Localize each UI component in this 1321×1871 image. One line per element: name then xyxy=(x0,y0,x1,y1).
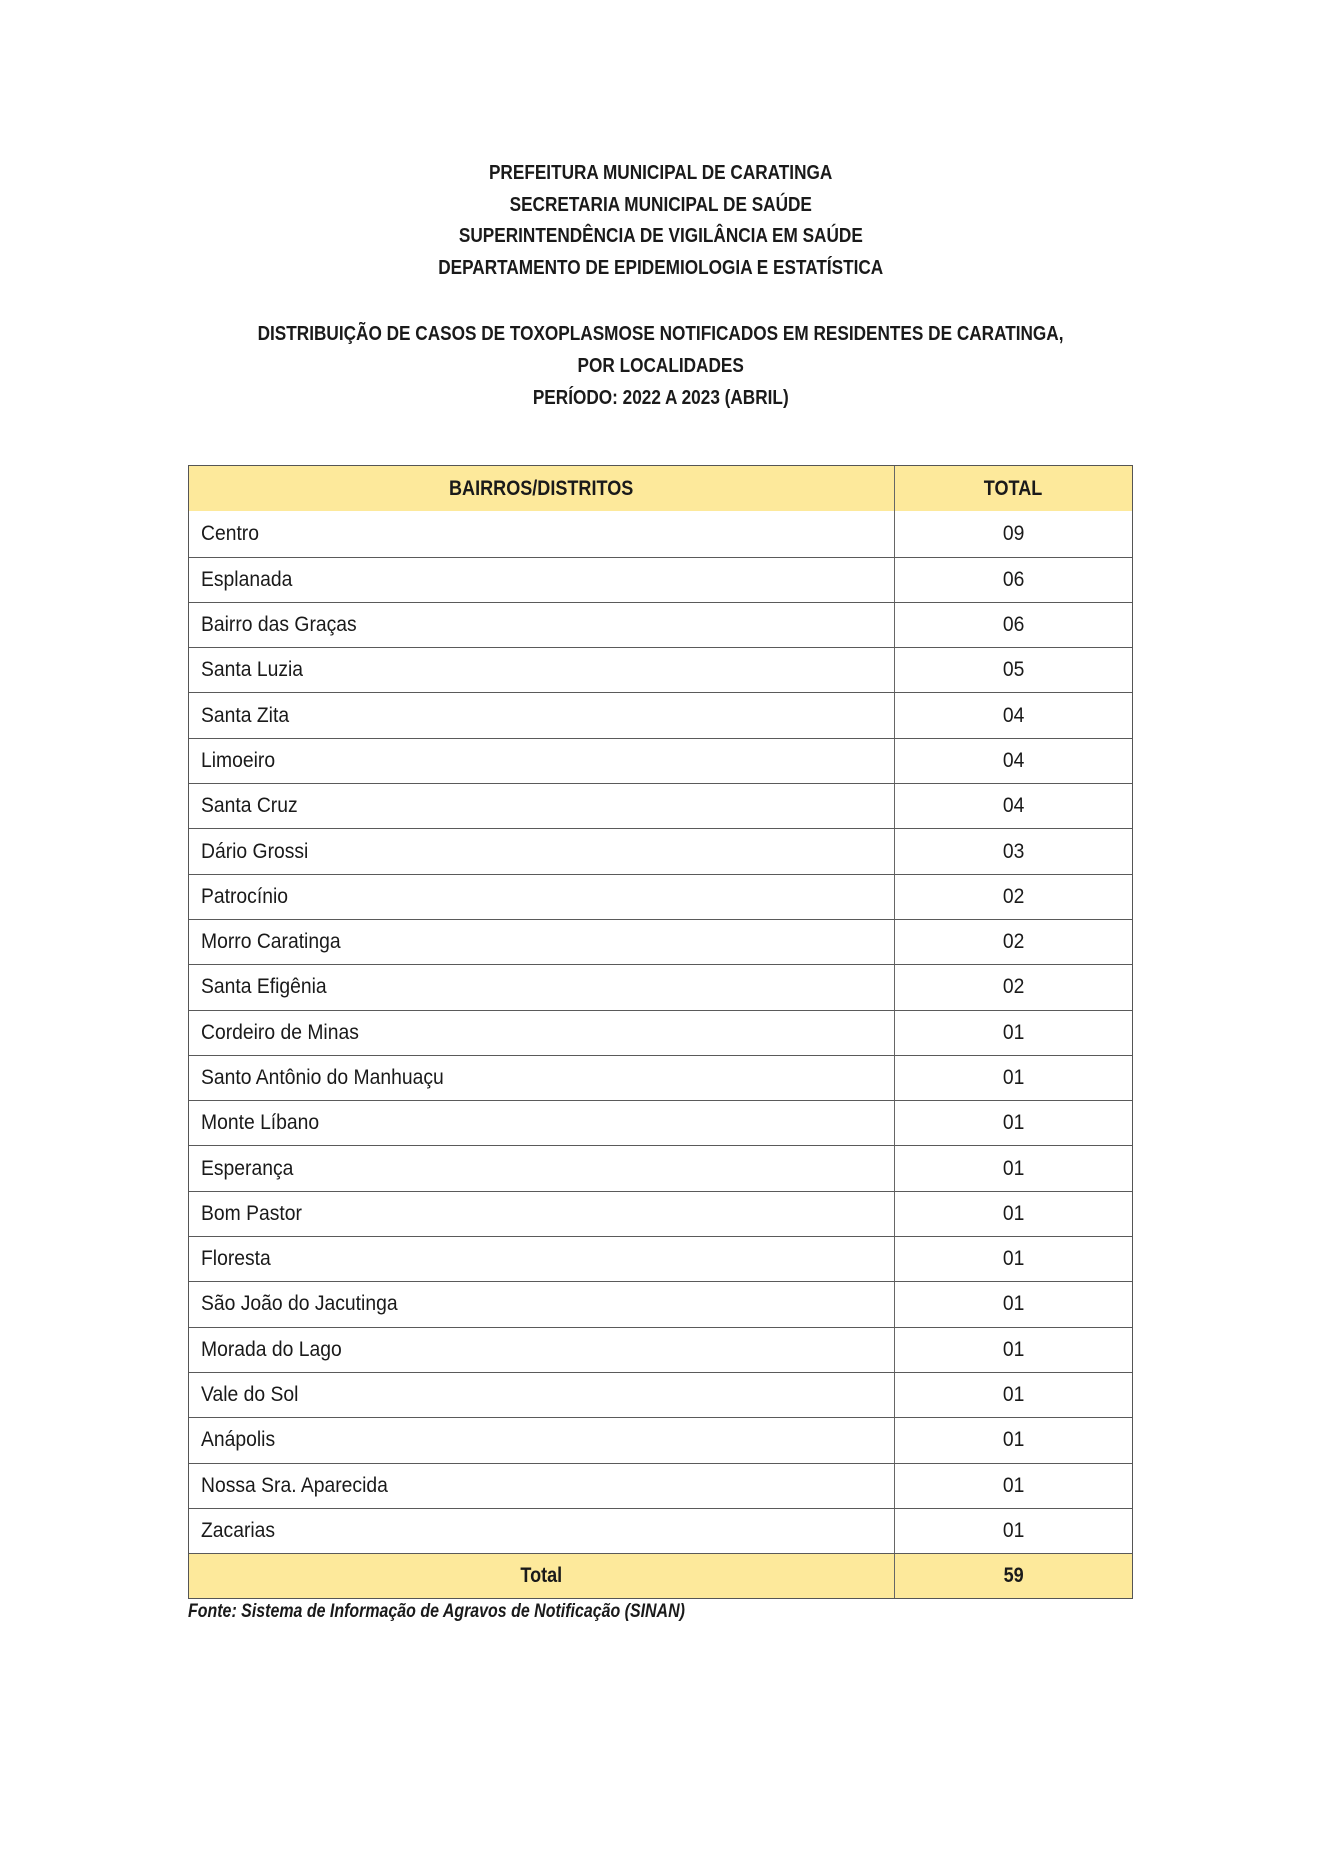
row-total-cell: 01 xyxy=(1002,1383,1025,1407)
table-total-row xyxy=(189,1553,1132,1598)
total-label: Total xyxy=(189,1554,895,1598)
row-name-cell: Santo Antônio do Manhuaçu xyxy=(189,1056,895,1100)
row-total-cell: 02 xyxy=(1002,930,1025,954)
table-row xyxy=(189,964,1132,1009)
row-name-cell: Santa Luzia xyxy=(189,648,895,692)
row-total-cell: 01 xyxy=(1002,1473,1025,1497)
header-line-superintendencia: SUPERINTENDÊNCIA DE VIGILÂNCIA EM SAÚDE xyxy=(458,225,863,247)
row-name-cell: Bairro das Graças xyxy=(189,603,895,647)
row-total-cell: 01 xyxy=(1002,1337,1025,1361)
table-row xyxy=(189,557,1132,602)
row-total-cell: 03 xyxy=(1002,839,1025,863)
row-name-cell: Santa Efigênia xyxy=(189,965,895,1009)
table-row xyxy=(189,919,1132,964)
row-total-cell: 06 xyxy=(1002,613,1025,637)
row-total-cell: 01 xyxy=(1002,1066,1025,1089)
table-row xyxy=(189,874,1132,919)
row-name-cell: Bom Pastor xyxy=(189,1192,895,1236)
table-row xyxy=(189,1055,1132,1100)
table-row xyxy=(189,1508,1132,1553)
row-name-cell: Nossa Sra. Aparecida xyxy=(189,1464,895,1508)
row-total-cell: 02 xyxy=(1002,975,1025,999)
table-row xyxy=(189,1463,1132,1508)
row-name-cell: Limoeiro xyxy=(189,739,895,783)
row-total-cell: 01 xyxy=(1002,1020,1025,1044)
row-name-cell: Esperança xyxy=(189,1146,895,1190)
row-name-cell: Morada do Lago xyxy=(189,1328,895,1372)
column-header-bairros: BAIRROS/DISTRITOS xyxy=(189,466,895,511)
title-line-periodo: PERÍODO: 2022 A 2023 (ABRIL) xyxy=(532,387,789,409)
row-name-cell: Esplanada xyxy=(189,558,895,602)
header-line-secretaria: SECRETARIA MUNICIPAL DE SAÚDE xyxy=(509,194,812,216)
table-row xyxy=(189,1327,1132,1372)
row-name-cell: Vale do Sol xyxy=(189,1373,895,1417)
row-name-cell: Patrocínio xyxy=(189,875,895,919)
table-row xyxy=(189,828,1132,873)
title-line-localidades: POR LOCALIDADES xyxy=(577,355,744,377)
row-total-cell: 04 xyxy=(1002,703,1025,727)
table-row xyxy=(189,647,1132,692)
table-row xyxy=(189,511,1132,556)
row-name-cell: São João do Jacutinga xyxy=(189,1282,895,1326)
row-total-cell: 01 xyxy=(1002,1292,1025,1316)
row-name-cell: Dário Grossi xyxy=(189,829,895,873)
row-name-cell: Anápolis xyxy=(189,1418,895,1462)
table-header-row xyxy=(189,466,1132,511)
row-total-cell: 05 xyxy=(1002,658,1025,682)
row-total-cell: 02 xyxy=(1002,884,1025,908)
header-line-prefeitura: PREFEITURA MUNICIPAL DE CARATINGA xyxy=(488,162,833,184)
row-total-cell: 01 xyxy=(1002,1428,1025,1452)
row-total-cell: 01 xyxy=(1002,1111,1025,1135)
table-row xyxy=(189,602,1132,647)
row-name-cell: Monte Líbano xyxy=(189,1101,895,1145)
row-name-cell: Santa Cruz xyxy=(189,784,895,828)
source-footnote: Fonte: Sistema de Informação de Agravos de Notificação (SINAN) xyxy=(188,1601,685,1622)
table-row xyxy=(189,1417,1132,1462)
row-total-cell: 01 xyxy=(1002,1518,1025,1542)
table-row xyxy=(189,1281,1132,1326)
table-row xyxy=(189,692,1132,737)
column-header-total: TOTAL xyxy=(984,476,1043,500)
table-row xyxy=(189,738,1132,783)
table-row xyxy=(189,1100,1132,1145)
row-name-cell: Morro Caratinga xyxy=(189,920,895,964)
row-total-cell: 01 xyxy=(1002,1156,1025,1180)
cases-table xyxy=(188,465,1133,1599)
row-total-cell: 04 xyxy=(1002,794,1025,818)
row-name-cell: Zacarias xyxy=(189,1509,895,1553)
row-total-cell: 01 xyxy=(1002,1247,1025,1271)
row-name-cell: Floresta xyxy=(189,1237,895,1281)
title-line-distribuicao: DISTRIBUIÇÃO DE CASOS DE TOXOPLASMOSE NOTIFICADOS EM RESIDENTES DE CARATINGA, xyxy=(257,323,1064,345)
table-row xyxy=(189,1010,1132,1055)
header-line-departamento: DEPARTAMENTO DE EPIDEMIOLOGIA E ESTATÍSTICA xyxy=(438,257,883,279)
total-value: 59 xyxy=(1003,1564,1024,1588)
row-total-cell: 04 xyxy=(1002,748,1025,772)
row-total-cell: 06 xyxy=(1002,567,1025,591)
row-name-cell: Centro xyxy=(189,511,895,556)
table-row xyxy=(189,783,1132,828)
row-total-cell: 09 xyxy=(1002,521,1025,545)
table-row xyxy=(189,1145,1132,1190)
row-name-cell: Cordeiro de Minas xyxy=(189,1011,895,1055)
table-row xyxy=(189,1236,1132,1281)
table-row xyxy=(189,1372,1132,1417)
table-body xyxy=(189,511,1132,1553)
row-total-cell: 01 xyxy=(1002,1201,1025,1225)
row-name-cell: Santa Zita xyxy=(189,693,895,737)
table-row xyxy=(189,1191,1132,1236)
